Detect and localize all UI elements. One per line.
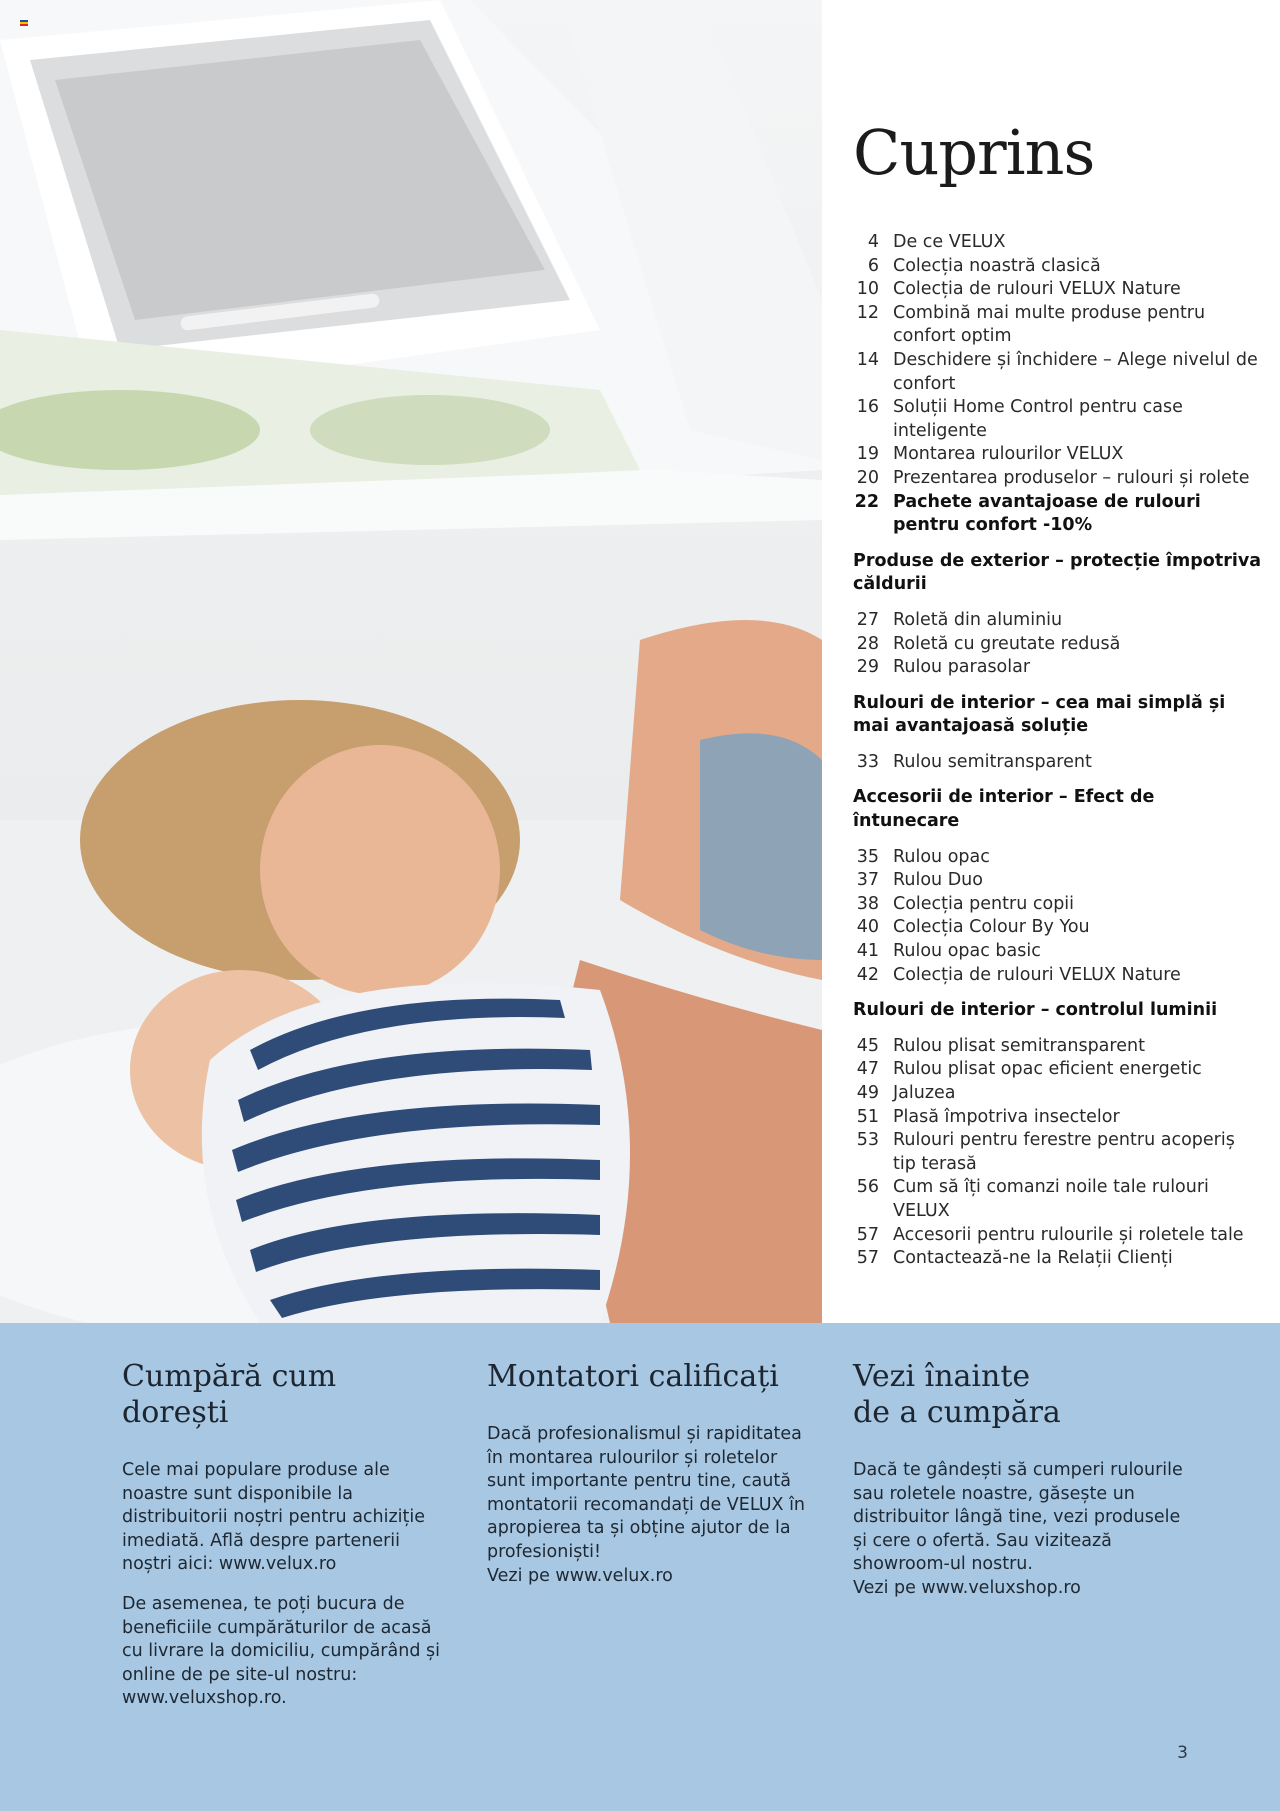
toc-entry-highlight[interactable]: 22 Pachete avantajoase de rulouri pentru confort -10% — [854, 491, 1201, 536]
toc-entry[interactable]: 16 Soluții Home Control pentru case inteligente — [856, 397, 1183, 441]
toc-section-heading: Rulouri de interior – controlul luminii — [853, 1000, 1218, 1021]
toc-entry[interactable]: 14 Deschidere și închidere – Alege nivelul de confort — [856, 349, 1258, 394]
toc-entry[interactable]: 57 Contactează-ne la Relații Clienți — [856, 1248, 1173, 1269]
info-band — [0, 1323, 1280, 1811]
toc-group-5 — [853, 1035, 1263, 1271]
info-link-text[interactable]: Vezi pe www.velux.ro — [487, 1565, 673, 1586]
toc-entry[interactable]: 38 Colecția pentru copii — [856, 893, 1075, 914]
hero-photo — [0, 0, 822, 1323]
toc-entry[interactable]: 19 Montarea rulourilor VELUX — [856, 444, 1124, 465]
toc-entry[interactable]: 10 Colecția de rulouri VELUX Nature — [856, 279, 1181, 300]
toc-entry[interactable]: 45 Rulou plisat semitransparent — [856, 1035, 1145, 1056]
table-of-contents — [853, 113, 1263, 1271]
toc-entry[interactable]: 6 Colecția noastră clasică — [867, 255, 1101, 276]
info-link-text[interactable]: Vezi pe www.veluxshop.ro — [853, 1577, 1081, 1598]
toc-entry[interactable]: 35 Rulou opac — [856, 846, 990, 867]
toc-entry[interactable]: 20 Prezentarea produselor – rulouri și rolete — [856, 467, 1250, 488]
toc-group-1 — [853, 231, 1263, 538]
toc-section-heading: Produse de exterior – protecție împotriva căldurii — [853, 550, 1262, 595]
info-column-title: Cumpără cum dorești — [122, 1359, 337, 1430]
info-column-buy — [122, 1359, 452, 1727]
toc-entry[interactable]: 56 Cum să îți comanzi noile tale rulouri VELUX — [856, 1177, 1209, 1221]
info-paragraph: De asemenea, te poți bucura de beneficiile cumpărăturilor de acasă cu livrare la domiciliu, cumpărând și online de pe site-ul nostru: www.veluxshop.ro. — [122, 1593, 440, 1709]
flag-icon — [20, 20, 28, 26]
toc-section-heading: Rulouri de interior – cea mai simplă și mai avantajoasă soluție — [853, 692, 1226, 737]
toc-entry[interactable]: 49 Jaluzea — [856, 1083, 956, 1103]
info-paragraph: Dacă profesionalismul și rapiditatea în montarea rulourilor și roletelor sunt importante pentru tine, caută montatorii recomandați de VELUX în apropierea ta și obține ajutor de la profesioniști! — [487, 1424, 806, 1562]
toc-entry[interactable]: 28 Roletă cu greutate redusă — [856, 633, 1121, 654]
info-column-installers — [487, 1359, 817, 1604]
toc-section-heading: Accesorii de interior – Efect de întunecare — [853, 787, 1155, 832]
toc-entry[interactable]: 12 Combină mai multe produse pentru confort optim — [856, 302, 1206, 347]
toc-entry[interactable]: 41 Rulou opac basic — [856, 941, 1041, 962]
toc-group-2 — [853, 609, 1263, 680]
toc-entry[interactable]: 57 Accesorii pentru rulourile și roletele tale — [856, 1224, 1244, 1245]
info-paragraph: Dacă te gândești să cumperi rulourile sau roletele noastre, găsește un distribuitor lângă tine, vezi produsele și cere o ofertă. Sau vizitează showroom-ul nostru. — [853, 1460, 1183, 1575]
toc-entry[interactable]: 4 De ce VELUX — [867, 232, 1006, 252]
info-column-see-before — [853, 1359, 1183, 1617]
toc-entry[interactable]: 47 Rulou plisat opac eficient energetic — [856, 1059, 1202, 1080]
toc-group-4 — [853, 846, 1263, 988]
toc-group-3 — [853, 751, 1263, 775]
toc-entry[interactable]: 51 Plasă împotriva insectelor — [856, 1106, 1120, 1127]
info-paragraph: Cele mai populare produse ale noastre sunt disponibile la distribuitorii noștri pentru achiziție imediată. Află despre partenerii noștri aici: www.velux.ro — [122, 1460, 426, 1575]
page-number: 3 — [1177, 1743, 1188, 1763]
toc-entry[interactable]: 40 Colecția Colour By You — [856, 917, 1090, 938]
toc-entry[interactable]: 53 Rulouri pentru ferestre pentru acoperiș tip terasă — [856, 1130, 1235, 1174]
toc-entry[interactable]: 29 Rulou parasolar — [856, 657, 1031, 678]
toc-title: Cuprins — [853, 116, 1095, 189]
toc-entry[interactable]: 37 Rulou Duo — [856, 870, 983, 891]
toc-entry[interactable]: 33 Rulou semitransparent — [856, 751, 1092, 772]
toc-entry[interactable]: 27 Roletă din aluminiu — [856, 609, 1063, 630]
photo-illustration — [0, 0, 822, 1323]
info-column-title: Montatori calificați — [487, 1359, 779, 1394]
toc-entry[interactable]: 42 Colecția de rulouri VELUX Nature — [856, 964, 1181, 985]
info-column-title: Vezi înainte de a cumpăra — [853, 1359, 1061, 1430]
